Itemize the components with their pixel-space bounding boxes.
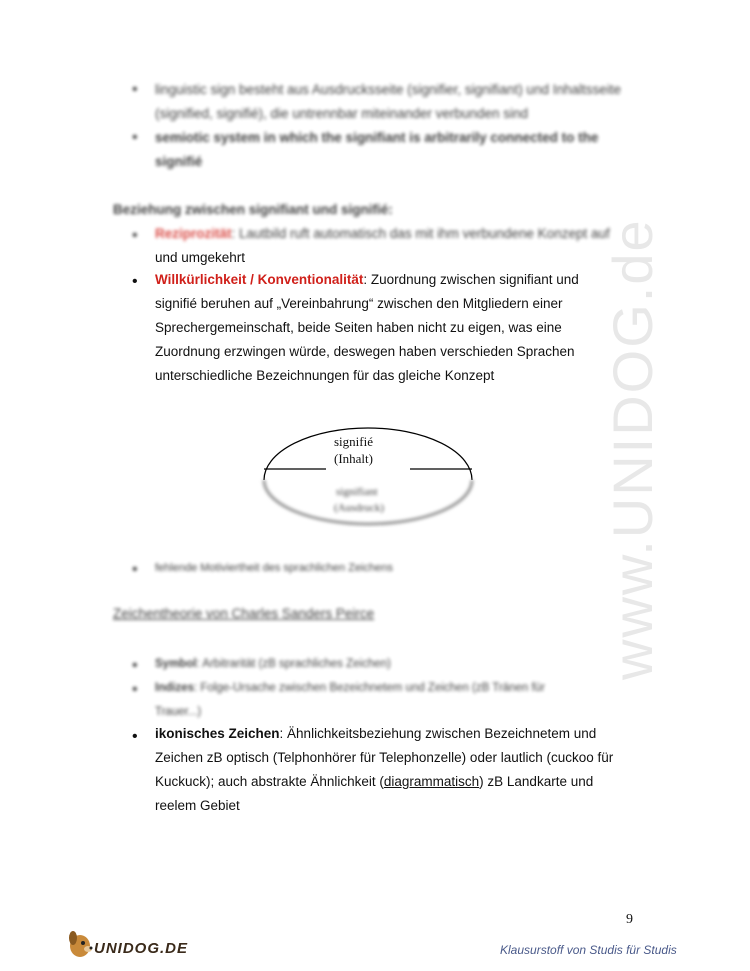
text-line <box>155 676 545 700</box>
term-description: : Arbitrarität (zB sprachliches Zeichen) <box>196 658 391 670</box>
text-line <box>155 222 610 246</box>
term-iconic: ikonisches Zeichen <box>155 726 280 741</box>
sign-diagram <box>256 416 480 528</box>
text-line: fehlende Motiviertheit des sprachlichen Zeichens <box>155 562 393 574</box>
term-symbol: Symbol <box>155 658 197 670</box>
term-reciprocity: Reziprozität <box>155 226 232 241</box>
logo-wordmark: UNIDOG.DE <box>94 940 189 957</box>
dog-mascot-icon <box>66 926 94 960</box>
text-line: unterschiedliche Bezeichnungen für das gleiche Konzept <box>155 368 495 383</box>
text-line <box>155 770 593 794</box>
text-line: Zeichen zB optisch (Telphonhörer für Telephonzelle) oder lautlich (cuckoo für <box>155 750 614 765</box>
term-description: : Folge-Ursache zwischen Bezeichnetem und Zeichen (zB Tränen für <box>193 682 545 694</box>
text-line: Trauer...) <box>155 706 202 718</box>
signifie-sublabel: (Inhalt) <box>334 451 373 466</box>
bullet-glyph: • <box>132 681 138 698</box>
bullet-glyph: • <box>132 129 138 146</box>
signifiant-sublabel: (Ausdruck) <box>334 502 385 514</box>
text-line: semiotic system in which the signifiant is arbitrarily connected to the <box>155 130 599 145</box>
text-line: signifié beruhen auf „Vereinbahrung“ zwischen den Mitgliedern einer <box>155 296 563 311</box>
text-line: linguistic sign besteht aus Ausdrucksseite (signifier, signifiant) und Inhaltsseite <box>155 82 622 97</box>
section-heading: Zeichentheorie von Charles Sanders Peirce <box>113 606 375 621</box>
bullet-glyph: • <box>132 657 138 674</box>
text-line: und umgekehrt <box>155 250 246 265</box>
text-line: (signified, signifié), die untrennbar miteinander verbunden sind <box>155 106 528 121</box>
term-index: Indizes <box>155 682 194 694</box>
text-fragment: ) zB Landkarte und <box>479 774 594 789</box>
text-fragment: Kuckuck); auch abstrakte Ähnlichkeit ( <box>155 774 384 789</box>
text-line: Zuordnung erzwingen würde, deswegen haben verschieden Sprachen <box>155 344 575 359</box>
signifie-label: signifié <box>334 434 373 449</box>
text-line <box>155 652 391 676</box>
text-line: reelem Gebiet <box>155 798 240 813</box>
page-number: 9 <box>626 912 633 927</box>
bullet-glyph: • <box>132 227 138 244</box>
text-line: Sprechergemeinschaft, beide Seiten haben nicht zu eigen, was eine <box>155 320 562 335</box>
bullet-glyph: • <box>132 81 138 98</box>
bullet-glyph: • <box>132 728 138 745</box>
unidog-logo <box>66 926 189 962</box>
term-description: : Lautbild ruft automatisch das mit ihm verbundene Konzept auf <box>231 226 610 241</box>
term-arbitrariness: Willkürlichkeit / Konventionalität <box>155 272 364 287</box>
bullet-glyph: • <box>132 273 138 290</box>
watermark: www.UNIDOG.de <box>601 218 664 680</box>
section-heading: Beziehung zwischen signifiant und signifié: <box>113 202 393 217</box>
signifiant-label: signifiant <box>336 486 378 498</box>
term-description: : Ähnlichkeitsbeziehung zwischen Bezeichnetem und <box>279 726 597 741</box>
text-line <box>155 268 579 292</box>
term-description: : Zuordnung zwischen signifiant und <box>363 272 579 287</box>
footer-tagline: Klausurstoff von Studis für Studis <box>500 943 677 957</box>
text-line <box>155 722 596 746</box>
underlined-term: diagrammatisch <box>383 774 480 789</box>
text-line: signifié <box>155 154 203 169</box>
bullet-glyph: • <box>132 561 138 578</box>
